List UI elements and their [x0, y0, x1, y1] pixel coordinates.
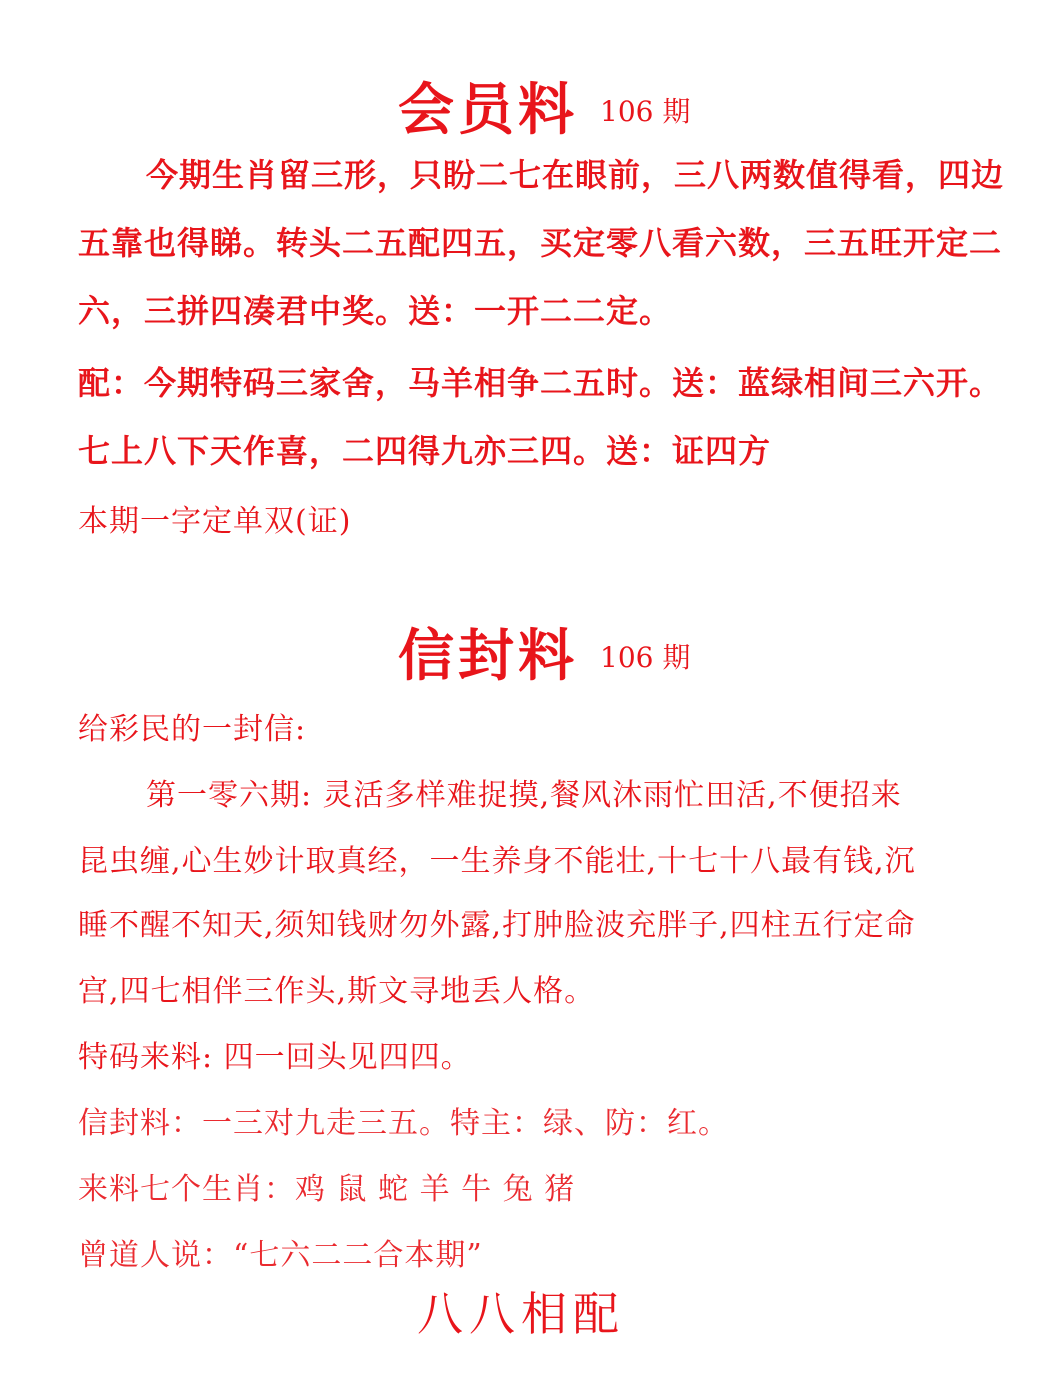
- section1-line: 七上八下天作喜，二四得九亦三四。送：证四方: [78, 432, 772, 470]
- section2-line: 睡不醒不知天,须知钱财勿外露,打肿脸波充胖子,四柱五行定命: [78, 908, 916, 943]
- section2-line: 信封料：一三对九走三五。特主：绿、防：红。: [78, 1106, 729, 1141]
- section2-line: 特码来料: 四一回头见四四。: [78, 1040, 472, 1075]
- section1-line: 配：今期特码三家舍，马羊相争二五时。送：蓝绿相间三六开。: [78, 364, 1003, 402]
- section1-line: 今期生肖留三形，只盼二七在眼前，三八两数值得看，四边: [146, 156, 1005, 194]
- section2-line: 曾道人说：“七六二二合本期”: [78, 1238, 483, 1273]
- section2-issue: 106 期: [600, 641, 691, 674]
- section1-title: 会员料: [398, 77, 578, 143]
- section2-title: 信封料: [398, 623, 578, 689]
- footer-text: 八八相配: [417, 1287, 625, 1341]
- section2-line: 给彩民的一封信:: [78, 712, 307, 747]
- section1-line: 五靠也得睇。转头二五配四五，买定零八看六数，三五旺开定二: [78, 224, 1003, 262]
- section1-line: 本期一字定单双(证): [78, 504, 352, 539]
- section2-line: 昆虫缠,心生妙计取真经，一生养身不能壮,十七十八最有钱,沉: [78, 844, 916, 879]
- section1-line: 六，三拼四凑君中奖。送：一开二二定。: [78, 292, 673, 330]
- section2-line: 来料七个生肖：鸡 鼠 蛇 羊 牛 兔 猪: [78, 1172, 576, 1207]
- section2-line: 宫,四七相伴三作头,斯文寻地丢人格。: [78, 974, 596, 1009]
- section1-issue: 106 期: [600, 95, 691, 128]
- section2-line: 第一零六期: 灵活多样难捉摸,餐风沐雨忙田活,不便招来: [146, 778, 902, 813]
- section2-header: [398, 612, 690, 692]
- section1-header: [398, 66, 690, 146]
